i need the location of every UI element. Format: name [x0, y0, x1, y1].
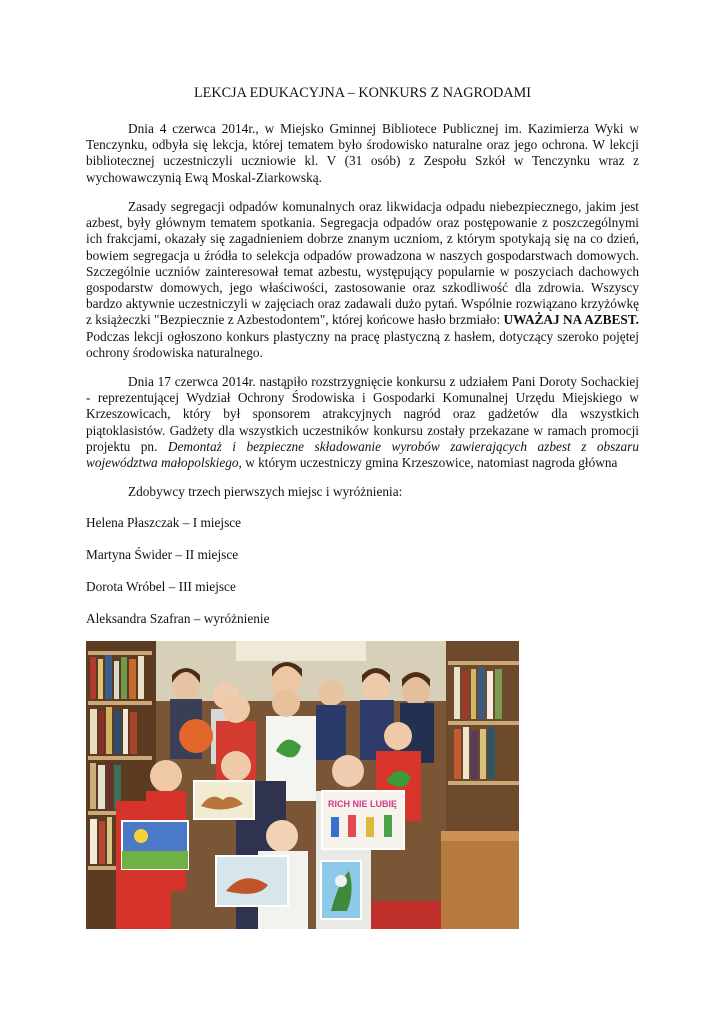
- paragraph-results-end: , w którym uczestniczy gmina Krzeszowice, natomiast nagroda główna: [238, 455, 618, 471]
- winner-third: Dorota Wróbel – III miejsce: [86, 579, 236, 594]
- drawing-slogan: RICH NIE LUBIĘ: [328, 799, 398, 809]
- paragraph-winners-intro: [86, 484, 639, 500]
- paragraph-topics-text: Zasady segregacji odpadów komunalnych oraz likwidacja odpadu niebezpiecznego, jakim jest azbest, były głównym tematem spotkania. Segregacja odpadów oraz postępowanie z poszczególnymi ich frakcjami, okazały się zagadnieniem dobrze znanym uczniom, z którym spotykają się na co dzień, bowiem segregacja u źródła to selekcja odpadów prowadzona w naszych gospodarstwach domowych. Szczególnie uczniów zainteresował temat azbestu, występujący popularnie w poszyciach dachowych gospodarstw domowych, jego właściwości, zastosowanie oraz szkodliwość dla zdrowia. Wszyscy bardzo aktywnie uczestniczyli w zajęciach oraz zadawali dużo pytań. Wspólnie rozwiązano krzyżówkę z książeczki "Bezpiecznie z Azbestodontem", której końcowe hasło brzmiało:: [86, 199, 639, 328]
- project-name: Demontaż i bezpieczne składowanie wyrobów zawierających azbest z obszaru województwa małopolskiego: [86, 438, 639, 471]
- paragraph-results: [86, 374, 639, 471]
- paragraph-topics-end: Podczas lekcji ogłoszono konkurs plastyczny na pracę plastyczną z hasłem, dotyczący szeroko pojętej ochrony środowiska naturalnego.: [86, 328, 639, 360]
- paragraph-lesson: [86, 121, 639, 186]
- paragraph-topics: [86, 199, 639, 361]
- group-photo-illustration: [86, 641, 519, 929]
- paragraph-winners-intro-text: Zdobywcy trzech pierwszych miejsc i wyróżnienia:: [128, 484, 403, 499]
- paragraph-results-text: Dnia 17 czerwca 2014r. nastąpiło rozstrzygnięcie konkursu z udziałem Pani Doroty Sochackiej - reprezentującej Wydział Ochrony Środowiska i Gospodarki Komunalnej Urzędu Miejskiego w Krzeszowicach, który był sponsorem atrakcyjnych nagród oraz gadżetów dla wszystkich piątoklasistów. Gadżety dla wszystkich uczestników konkursu zostały przekazane w ramach promocji projektu pn.: [86, 374, 639, 454]
- paragraph-lesson-text: Dnia 4 czerwca 2014r., w Miejsko Gminnej Bibliotece Publicznej im. Kazimierza Wyki w Tenczynku, odbyła się lekcja, której tematem było środowisko naturalne oraz jego ochrona. W lekcji bibliotecznej uczestniczyli uczniowie kl. V (31 osób) z Zespołu Szkół w Tenczynku wraz z wychowawczynią Ewą Moskal-Ziarkowską.: [86, 121, 639, 185]
- group-photo: [86, 641, 519, 929]
- winner-honorable: Aleksandra Szafran – wyróżnienie: [86, 611, 270, 626]
- document-title: LEKCJA EDUKACYJNA – KONKURS Z NAGRODAMI: [194, 85, 531, 101]
- winner-second: Martyna Świder – II miejsce: [86, 547, 239, 562]
- winner-first: Helena Płaszczak – I miejsce: [86, 515, 242, 530]
- crossword-answer: UWAŻAJ NA AZBEST.: [503, 312, 639, 328]
